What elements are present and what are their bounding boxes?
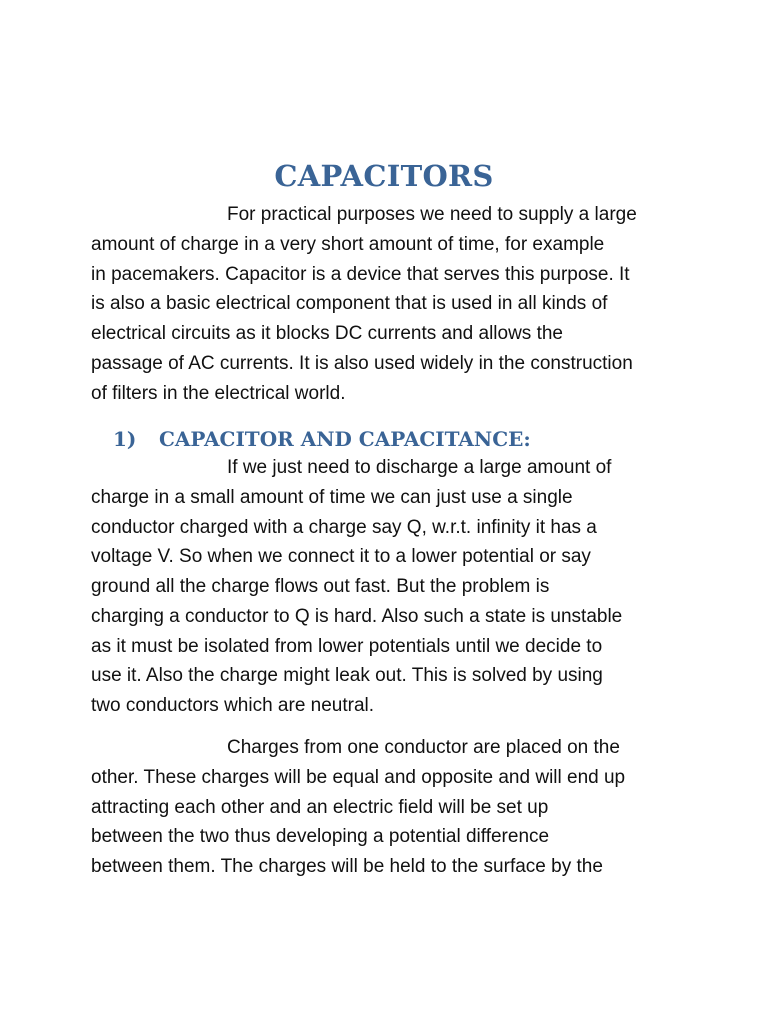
intro-line: passage of AC currents. It is also used widely in the construction bbox=[91, 352, 633, 374]
body-line: conductor charged with a charge say Q, w.r.t. infinity it has a bbox=[91, 516, 597, 538]
body-line: between them. The charges will be held to the surface by the bbox=[91, 856, 603, 877]
section1-paragraph-1 bbox=[91, 453, 691, 721]
intro-line: For practical purposes we need to supply a large bbox=[227, 204, 637, 225]
page-title: CAPACITORS bbox=[274, 159, 494, 193]
section-heading-text: CAPACITOR AND CAPACITANCE: bbox=[159, 427, 531, 451]
body-line: between the two thus developing a potential difference bbox=[91, 826, 550, 848]
body-line: charge in a small amount of time we can just use a single bbox=[91, 486, 573, 508]
intro-line: electrical circuits as it blocks DC currents and allows the bbox=[91, 323, 564, 344]
intro-line: is also a basic electrical component that is used in all kinds of bbox=[91, 293, 608, 315]
intro-line: in pacemakers. Capacitor is a device that serves this purpose. It bbox=[91, 263, 630, 285]
body-line: two conductors which are neutral. bbox=[91, 695, 375, 716]
section1-paragraph-2 bbox=[91, 733, 691, 882]
section-heading bbox=[113, 423, 531, 455]
section-number: 1) bbox=[113, 427, 137, 451]
body-line: voltage V. So when we connect it to a lower potential or say bbox=[91, 546, 591, 568]
intro-line: of filters in the electrical world. bbox=[91, 382, 346, 404]
body-line: Charges from one conductor are placed on the bbox=[227, 737, 620, 758]
body-line: attracting each other and an electric field will be set up bbox=[91, 796, 549, 818]
body-line: use it. Also the charge might leak out. This is solved by using bbox=[91, 665, 603, 687]
body-line: as it must be isolated from lower potentials until we decide to bbox=[91, 635, 603, 657]
intro-line: amount of charge in a very short amount of time, for example bbox=[91, 233, 605, 255]
body-line: charging a conductor to Q is hard. Also such a state is unstable bbox=[91, 605, 623, 627]
intro-paragraph bbox=[91, 200, 691, 408]
body-line: ground all the charge flows out fast. But the problem is bbox=[91, 576, 550, 597]
body-line: other. These charges will be equal and opposite and will end up bbox=[91, 766, 626, 788]
body-line: If we just need to discharge a large amount of bbox=[227, 457, 612, 478]
